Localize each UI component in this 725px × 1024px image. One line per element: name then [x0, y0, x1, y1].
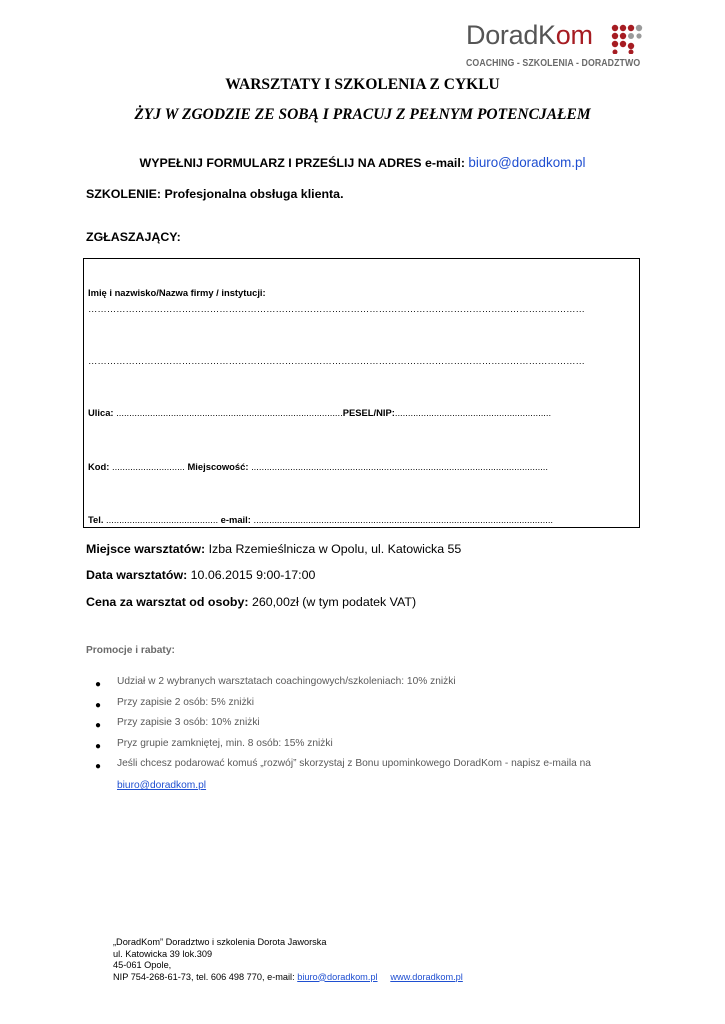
footer: [113, 937, 463, 983]
footer-website-link[interactable]: www.doradkom.pl: [390, 971, 463, 982]
price-line: [86, 595, 416, 609]
email-field[interactable]: ...................................................................................................................: [250, 514, 554, 525]
logo-wordmark: DoradKom: [466, 20, 593, 50]
document-title: WARSZTATY I SZKOLENIA Z CYKLU: [225, 76, 500, 93]
list-item: ● Udział w 2 wybranych warsztatach coachingowych/szkoleniach: 10% zniżki: [95, 676, 456, 690]
email-label: e-mail:: [220, 514, 251, 525]
bullet-icon: ●: [95, 699, 102, 711]
name-label: Imię i nazwisko/Nazwa firmy / instytucji:: [88, 287, 266, 298]
place-line: [86, 542, 461, 556]
city-label: Miejscowość:: [187, 461, 249, 472]
street-pesel-row: [88, 407, 638, 418]
code-field[interactable]: ............................: [109, 461, 188, 472]
tel-email-row: [88, 514, 638, 525]
street-label: Ulica:: [88, 407, 114, 418]
tel-field[interactable]: ...........................................: [103, 514, 221, 525]
logo-dots-icon: [611, 24, 647, 54]
footer-street: ul. Katowicka 39 lok.309: [113, 948, 213, 959]
bullet-icon: ●: [95, 761, 102, 772]
instruction-line: [0, 155, 725, 170]
price-value: 260,00zł (w tym podatek VAT): [248, 595, 417, 609]
date-line: [86, 568, 315, 582]
list-item: ● Przy zapisie 3 osób: 10% zniżki: [95, 717, 260, 731]
name-row: [88, 287, 638, 298]
promotions-list: [95, 676, 695, 779]
place-label: Miejsce warsztatów:: [86, 542, 206, 556]
pesel-field[interactable]: ............................................................: [394, 407, 552, 418]
footer-company: „DoradKom” Doradztwo i szkolenia Dorota Jaworska: [113, 937, 327, 947]
instruction-text: WYPEŁNIJ FORMULARZ I PRZEŚLIJ NA ADRES e-mail:: [139, 156, 469, 170]
city-field[interactable]: ..................................................................................................................: [248, 461, 549, 472]
instruction-email-link[interactable]: biuro@doradkom.pl: [468, 155, 586, 170]
application-form: [83, 258, 640, 528]
bullet-icon: ●: [95, 740, 102, 752]
price-label: Cena za warsztat od osoby:: [86, 595, 249, 609]
applicant-heading: ZGŁASZAJĄCY:: [86, 230, 181, 244]
place-value: Izba Rzemieślnicza w Opolu, ul. Katowicka 55: [205, 542, 462, 556]
code-label: Kod:: [88, 461, 110, 472]
footer-contact: NIP 754-268-61-73, tel. 606 498 770, e-mail: biuro@doradkom.pl www.doradkom.pl: [113, 971, 463, 982]
footer-email-link[interactable]: biuro@doradkom.pl: [297, 971, 378, 982]
list-item: ● Pryz grupie zamkniętej, min. 8 osób: 15% zniżki: [95, 737, 333, 752]
bullet-icon: ●: [95, 720, 102, 731]
voucher-email-link[interactable]: biuro@doradkom.pl: [117, 780, 207, 791]
list-item: ● Przy zapisie 2 osób: 5% zniżki: [95, 696, 255, 711]
pesel-label: PESEL/NIP:: [342, 407, 395, 418]
street-field[interactable]: .......................................................................................: [113, 407, 343, 418]
voucher-email-line: [117, 780, 206, 791]
training-label: SZKOLENIE:: [86, 187, 162, 201]
training-value: Profesjonalna obsługa klienta.: [161, 187, 344, 201]
name-field-line-2[interactable]: ……………………………………………………………………………………………………………………………………………: [88, 355, 585, 366]
date-value: 10.06.2015 9:00-17:00: [187, 568, 316, 582]
bullet-icon: ●: [95, 679, 102, 690]
name-field-line-1[interactable]: ……………………………………………………………………………………………………………………………………………: [88, 303, 585, 314]
company-logo: [466, 20, 648, 72]
training-line: [86, 187, 344, 201]
document-subtitle: ŻYJ W ZGODZIE ZE SOBĄ I PRACUJ Z PEŁNYM POTENCJAŁEM: [134, 106, 591, 123]
promotions-heading: Promocje i rabaty:: [86, 645, 175, 656]
list-item: ● Jeśli chcesz podarować komuś „rozwój” skorzystaj z Bonu upominkowego DoradKom - napisz e-maila na: [95, 758, 591, 772]
logo-tagline: COACHING - SZKOLENIA - DORADZTWO: [466, 58, 641, 69]
code-city-row: [88, 461, 638, 472]
footer-city: 45-061 Opole,: [113, 960, 172, 970]
tel-label: Tel.: [88, 514, 104, 525]
date-label: Data warsztatów:: [86, 568, 188, 582]
